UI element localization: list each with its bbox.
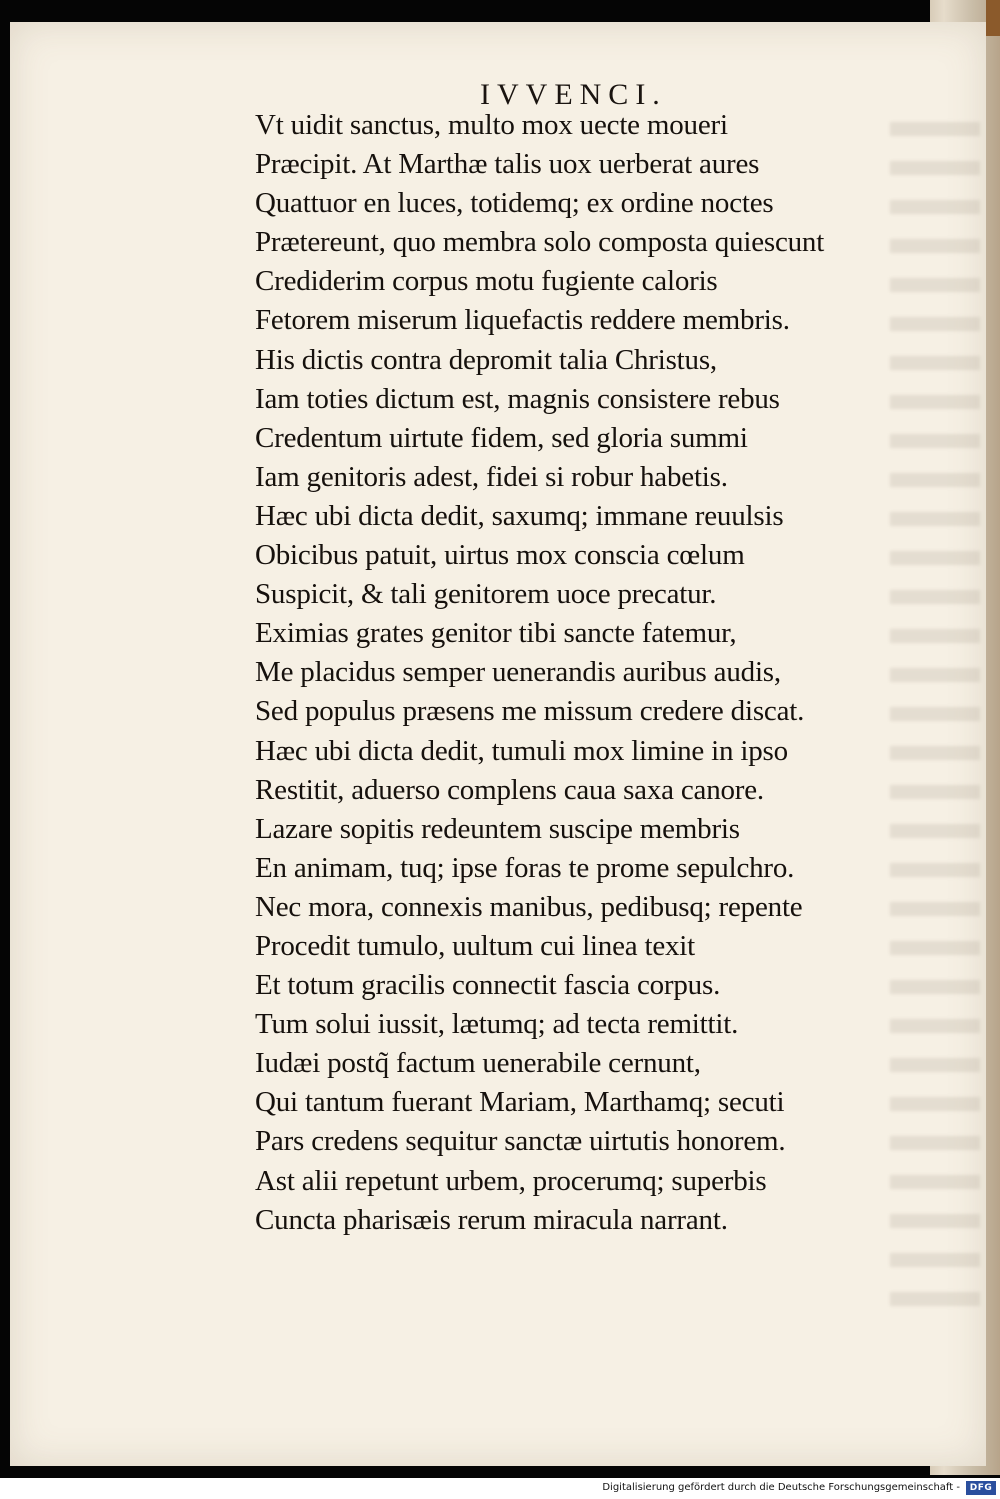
verse-line: Sed populus præsens me missum credere discat.	[255, 695, 805, 728]
verse-line: Obicibus patuit, uirtus mox conscia cœlum	[255, 539, 745, 572]
verse-line: Restitit, aduerso complens caua saxa canore.	[255, 773, 764, 806]
running-head: IVVENCI.	[480, 78, 667, 111]
verse-line: Qui tantum fuerant Mariam, Marthamq; secuti	[255, 1086, 785, 1119]
verse-block	[255, 106, 955, 1240]
verse-line: Eximias grates genitor tibi sancte fatemur,	[255, 617, 737, 650]
verse-line: Suspicit, & tali genitorem uoce precatur.	[255, 578, 717, 611]
verse-line: Pars credens sequitur sanctæ uirtutis honorem.	[255, 1125, 786, 1158]
footer-credit: Digitalisierung gefördert durch die Deutsche Forschungsgemeinschaft -	[602, 1482, 960, 1493]
verse-line: Iam genitoris adest, fidei si robur habetis.	[255, 460, 728, 493]
verse-line: Quattuor en luces, totidemq; ex ordine noctes	[255, 187, 774, 220]
verse-line: Iam toties dictum est, magnis consistere rebus	[255, 382, 780, 415]
dfg-logo-icon: DFG	[966, 1481, 996, 1495]
verse-line: Me placidus semper uenerandis auribus audis,	[255, 656, 781, 689]
verse-line: Hæc ubi dicta dedit, saxumq; immane reuulsis	[255, 499, 784, 532]
verse-line: Præcipit. At Marthæ talis uox uerberat aures	[255, 148, 760, 181]
footer-bar	[0, 1478, 1000, 1499]
verse-line: Vt uidit sanctus, multo mox uecte moueri	[255, 109, 728, 141]
verse-line: Prætereunt, quo membra solo composta quiescunt	[255, 226, 825, 259]
verse-line: En animam, tuq; ipse foras te prome sepulchro.	[255, 851, 795, 884]
verse-line: Tum solui iussit, lætumq; ad tecta remittit.	[255, 1008, 739, 1041]
verse-line: Credentum uirtute fidem, sed gloria summi	[255, 421, 748, 454]
verse-line: Cuncta pharisæis rerum miracula narrant.	[255, 1203, 728, 1236]
verse-line: Procedit tumulo, uultum cui linea texit	[255, 929, 696, 962]
verse-line: Crediderim corpus motu fugiente caloris	[255, 265, 718, 298]
verse-line: Nec mora, connexis manibus, pedibusq; repente	[255, 890, 803, 923]
verse-line: Ast alii repetunt urbem, procerumq; superbis	[255, 1164, 767, 1197]
verse-line: Iudæi postq̃ factum uenerabile cernunt,	[255, 1047, 701, 1080]
verse-line: His dictis contra depromit talia Christus,	[255, 343, 717, 376]
verse-line: Et totum gracilis connectit fascia corpus.	[255, 969, 721, 1002]
verse-line: Hæc ubi dicta dedit, tumuli mox limine in ipso	[255, 734, 788, 767]
bookmark-strip	[986, 0, 1000, 36]
verse-line: Fetorem miserum liquefactis reddere membris.	[255, 304, 790, 337]
verse-line: Lazare sopitis redeuntem suscipe membris	[255, 812, 740, 845]
